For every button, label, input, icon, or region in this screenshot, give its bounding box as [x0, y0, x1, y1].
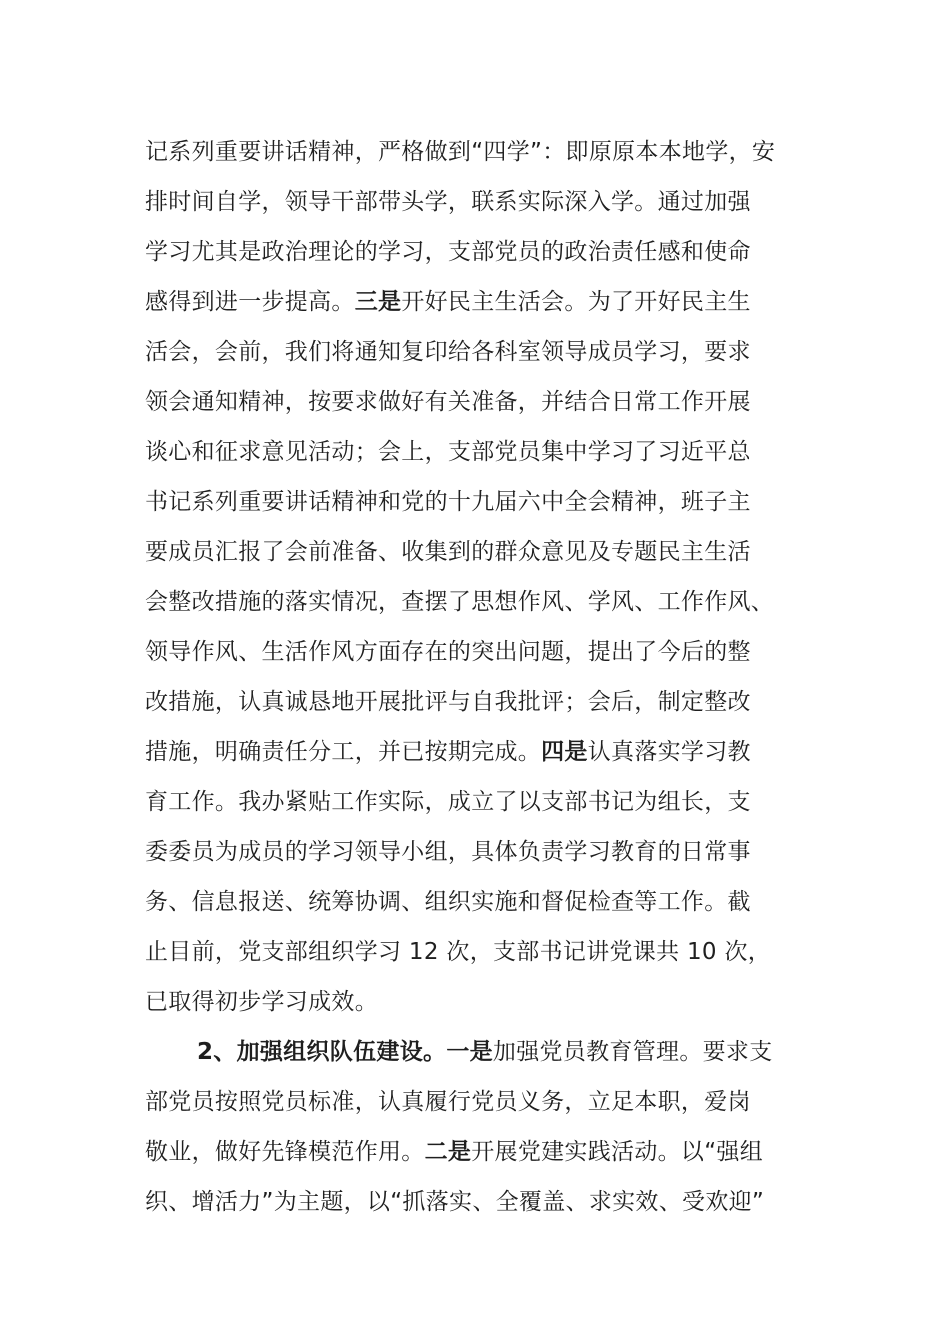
bold-marker: 一是: [446, 1039, 493, 1065]
paragraph-1: [145, 127, 810, 1027]
text-line: 记系列重要讲话精神，严格做到“四学”：即原原本本地学，安: [145, 139, 776, 165]
text-line: 领导作风、生活作风方面存在的突出问题，提出了今后的整: [145, 639, 751, 665]
text-line: [145, 277, 810, 327]
bold-marker: 四是: [541, 739, 588, 765]
text-line: 书记系列重要讲话精神和党的十九届六中全会精神，班子主: [145, 489, 751, 515]
text-run: 措施，明确责任分工，并已按期完成。: [145, 739, 542, 765]
text-line: 织、增活力”为主题，以“抓落实、全覆盖、求实效、受欢迎”: [145, 1189, 765, 1215]
text-line: [145, 727, 810, 777]
text-run: 敬业，做好先锋模范作用。: [145, 1139, 425, 1165]
text-line: 止目前，党支部组织学习 12 次，支部书记讲党课共 10 次，: [145, 939, 772, 965]
text-line: 领会通知精神，按要求做好有关准备，并结合日常工作开展: [145, 389, 751, 415]
text-run: 加强党员教育管理。要求支: [492, 1039, 773, 1065]
text-line: 活会，会前，我们将通知复印给各科室领导成员学习，要求: [145, 339, 751, 365]
text-line: 委委员为成员的学习领导小组，具体负责学习教育的日常事: [145, 839, 751, 865]
text-run: 开好民主生活会。为了开好民主生: [401, 289, 751, 315]
text-line: 要成员汇报了会前准备、收集到的群众意见及专题民主生活: [145, 539, 751, 565]
text-line: 已取得初步学习成效。: [145, 989, 378, 1015]
text-line: [145, 1027, 810, 1077]
text-line: 育工作。我办紧贴工作实际，成立了以支部书记为组长，支: [145, 789, 751, 815]
paragraph-2: [145, 1027, 810, 1227]
text-line: 谈心和征求意见活动；会上，支部党员集中学习了习近平总: [145, 439, 751, 465]
text-line: 改措施，认真诚恳地开展批评与自我批评；会后，制定整改: [145, 689, 751, 715]
bold-marker: 二是: [424, 1139, 472, 1165]
section-heading: 2、加强组织队伍建设。: [197, 1039, 447, 1065]
text-line: 务、信息报送、统筹协调、组织实施和督促检查等工作。截: [145, 889, 751, 915]
text-line: 会整改措施的落实情况，查摆了思想作风、学风、工作作风、: [145, 589, 775, 615]
bold-marker: 三是: [354, 289, 402, 315]
text-line: 部党员按照党员标准，认真履行党员义务，立足本职，爱岗: [145, 1089, 751, 1115]
text-line: [145, 1127, 810, 1177]
text-run: 开展党建实践活动。以“强组: [471, 1139, 764, 1165]
text-run: 感得到进一步提高。: [145, 289, 355, 315]
text-line: 排时间自学，领导干部带头学，联系实际深入学。通过加强: [145, 189, 751, 215]
text-run: 认真落实学习教: [587, 739, 751, 765]
text-line: 学习尤其是政治理论的学习，支部党员的政治责任感和使命: [145, 239, 751, 265]
document-body: [145, 127, 810, 1227]
